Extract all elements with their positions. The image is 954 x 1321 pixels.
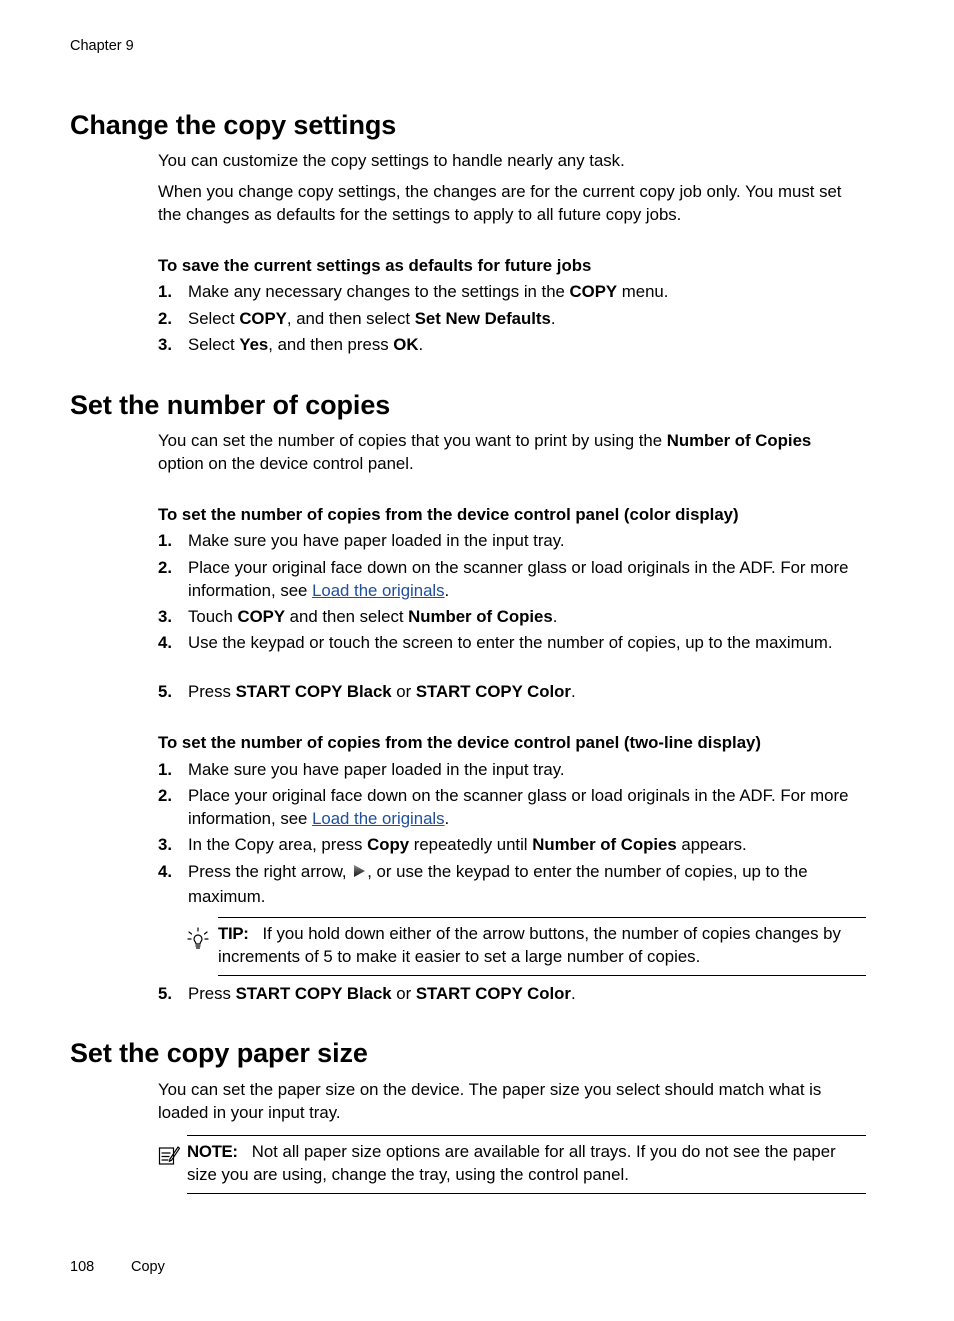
paragraph: You can set the number of copies that you want to print by using the Number of Copies option on the device control panel. bbox=[158, 431, 812, 473]
step-number: 3. bbox=[158, 335, 172, 354]
step-number: 2. bbox=[158, 786, 172, 805]
note-label: NOTE: bbox=[187, 1142, 238, 1161]
procedure-title: To save the current settings as defaults for future jobs bbox=[158, 256, 592, 275]
step-number: 3. bbox=[158, 607, 172, 626]
section-title-copy-paper-size: Set the copy paper size bbox=[70, 1038, 368, 1068]
step-number: 3. bbox=[158, 835, 172, 854]
step-number: 1. bbox=[158, 760, 172, 779]
callout-top-rule bbox=[218, 917, 866, 918]
step-number: 5. bbox=[158, 984, 172, 1003]
step-text: Make sure you have paper loaded in the input tray. bbox=[188, 760, 565, 779]
load-originals-link[interactable]: Load the originals bbox=[312, 580, 445, 600]
note-text: NOTE: Not all paper size options are available for all trays. If you do not see the paper size you are using, change the tray, using the control panel. bbox=[187, 1142, 836, 1184]
step-text: Touch COPY and then select Number of Copies. bbox=[188, 607, 558, 626]
step-number: 1. bbox=[158, 282, 172, 301]
step-number: 5. bbox=[158, 682, 172, 701]
step-number: 1. bbox=[158, 531, 172, 550]
lightbulb-icon bbox=[187, 927, 209, 956]
step-text: Press the right arrow, , or use the keypad to enter the number of copies, up to the maximum. bbox=[188, 862, 808, 906]
tip-label: TIP: bbox=[218, 924, 249, 943]
right-arrow-icon bbox=[351, 863, 367, 886]
step-text: Press START COPY Black or START COPY Color. bbox=[188, 682, 576, 701]
paragraph: You can set the paper size on the device. The paper size you select should match what is loaded in your input tray. bbox=[158, 1080, 822, 1122]
step-number: 4. bbox=[158, 633, 172, 652]
step-text: In the Copy area, press Copy repeatedly until Number of Copies appears. bbox=[188, 835, 747, 854]
step-text: Select COPY, and then select Set New Defaults. bbox=[188, 309, 556, 328]
step-text: Make sure you have paper loaded in the input tray. bbox=[188, 531, 565, 550]
section-title-number-of-copies: Set the number of copies bbox=[70, 390, 391, 420]
callout-bottom-rule bbox=[187, 1193, 866, 1194]
step-text: Place your original face down on the scanner glass or load originals in the ADF. For more information, see Load the originals. bbox=[188, 786, 849, 828]
step-number: 2. bbox=[158, 309, 172, 328]
procedure-title: To set the number of copies from the device control panel (two-line display) bbox=[158, 733, 761, 752]
note-pencil-icon bbox=[158, 1144, 180, 1171]
footer-section-name: Copy bbox=[131, 1259, 165, 1275]
running-header: Chapter 9 bbox=[70, 38, 134, 54]
procedure-title: To set the number of copies from the device control panel (color display) bbox=[158, 505, 739, 524]
step-text: Use the keypad or touch the screen to enter the number of copies, up to the maximum. bbox=[188, 633, 833, 652]
paragraph: You can customize the copy settings to handle nearly any task. bbox=[158, 151, 625, 170]
step-text: Select Yes, and then press OK. bbox=[188, 335, 424, 354]
callout-top-rule bbox=[187, 1135, 866, 1136]
tip-text: TIP: If you hold down either of the arrow buttons, the number of copies changes by increments of 5 to make it easier to set a large number of copies. bbox=[218, 924, 841, 966]
paragraph: When you change copy settings, the changes are for the current copy job only. You must set the changes as defaults for the settings to apply to all future copy jobs. bbox=[158, 182, 842, 224]
step-text: Press START COPY Black or START COPY Color. bbox=[188, 984, 576, 1003]
step-text: Make any necessary changes to the settings in the COPY menu. bbox=[188, 282, 669, 301]
page-number: 108 bbox=[70, 1259, 95, 1275]
section-title-change-copy-settings: Change the copy settings bbox=[70, 110, 397, 140]
callout-bottom-rule bbox=[218, 975, 866, 976]
step-number: 4. bbox=[158, 862, 172, 881]
load-originals-link[interactable]: Load the originals bbox=[312, 808, 445, 828]
step-text: Place your original face down on the scanner glass or load originals in the ADF. For more information, see Load the originals. bbox=[188, 558, 849, 600]
step-number: 2. bbox=[158, 558, 172, 577]
